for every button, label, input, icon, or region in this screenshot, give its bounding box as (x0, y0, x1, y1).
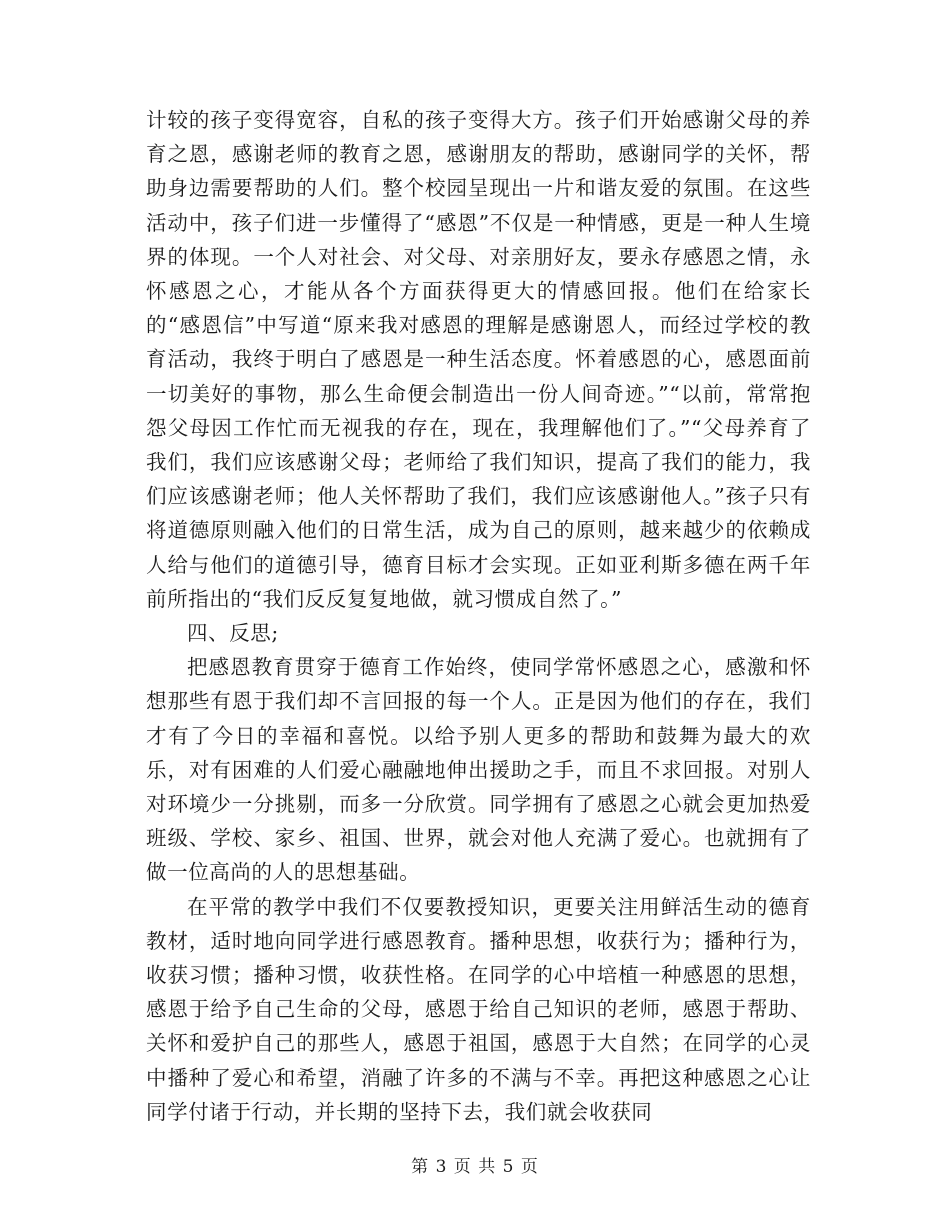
paragraph-reflection-1: 把感恩教育贯穿于德育工作始终，使同学常怀感恩之心，感激和怀想那些有恩于我们却不言回报的每一个人。正是因为他们的存在，我们才有了今日的幸福和喜悦。以给予别人更多的帮助和鼓舞为最大的欢乐，对有困难的人们爱心融融地伸出援助之手，而且不求回报。对别人对环境少一分挑剔，而多一分欣赏。同学拥有了感恩之心就会更加热爱班级、学校、家乡、祖国、世界，就会对他人充满了爱心。也就拥有了做一位高尚的人的思想基础。 (146, 655, 811, 885)
paragraph-continuation: 计较的孩子变得宽容，自私的孩子变得大方。孩子们开始感谢父母的养育之恩，感谢老师的教育之恩，感谢朋友的帮助，感谢同学的关怀，帮助身边需要帮助的人们。整个校园呈现出一片和谐友爱的氛围。在这些活动中，孩子们进一步懂得了“感恩”不仅是一种情感，更是一种人生境界的体现。一个人对社会、对父母、对亲朋好友，要永存感恩之情，永怀感恩之心，才能从各个方面获得更大的情感回报。他们在给家长的“感恩信”中写道“原来我对感恩的理解是感谢恩人，而经过学校的教育活动，我终于明白了感恩是一种生活态度。怀着感恩的心，感恩面前一切美好的事物，那么生命便会制造出一份人间奇迹。”“以前，常常抱怨父母因工作忙而无视我的存在，现在，我理解他们了。”“父母养育了我们，我们应该感谢父母；老师给了我们知识，提高了我们的能力，我们应该感谢老师；他人关怀帮助了我们，我们应该感谢他人。”孩子只有将道德原则融入他们的日常生活，成为自己的原则，越来越少的依赖成人给与他们的道德引导，德育目标才会实现。正如亚利斯多德在两千年前所指出的“我们反反复复地做，就习惯成自然了。” (146, 108, 811, 611)
section-heading-reflection: 四、反思; (187, 621, 279, 646)
document-body (146, 103, 811, 1129)
paragraph-reflection-2: 在平常的教学中我们不仅要教授知识，更要关注用鲜活生动的德育教材，适时地向同学进行感恩教育。播种思想，收获行为；播种行为，收获习惯；播种习惯，收获性格。在同学的心中培植一种感恩的思想，感恩于给予自己生命的父母，感恩于给自己知识的老师，感恩于帮助、关怀和爱护自己的那些人，感恩于祖国，感恩于大自然；在同学的心灵中播种了爱心和希望，消融了许多的不满与不幸。再把这种感恩之心让同学付诸于行动，并长期的坚持下去，我们就会收获同 (146, 894, 811, 1124)
page-number-footer: 第 3 页 共 5 页 (411, 1157, 539, 1177)
